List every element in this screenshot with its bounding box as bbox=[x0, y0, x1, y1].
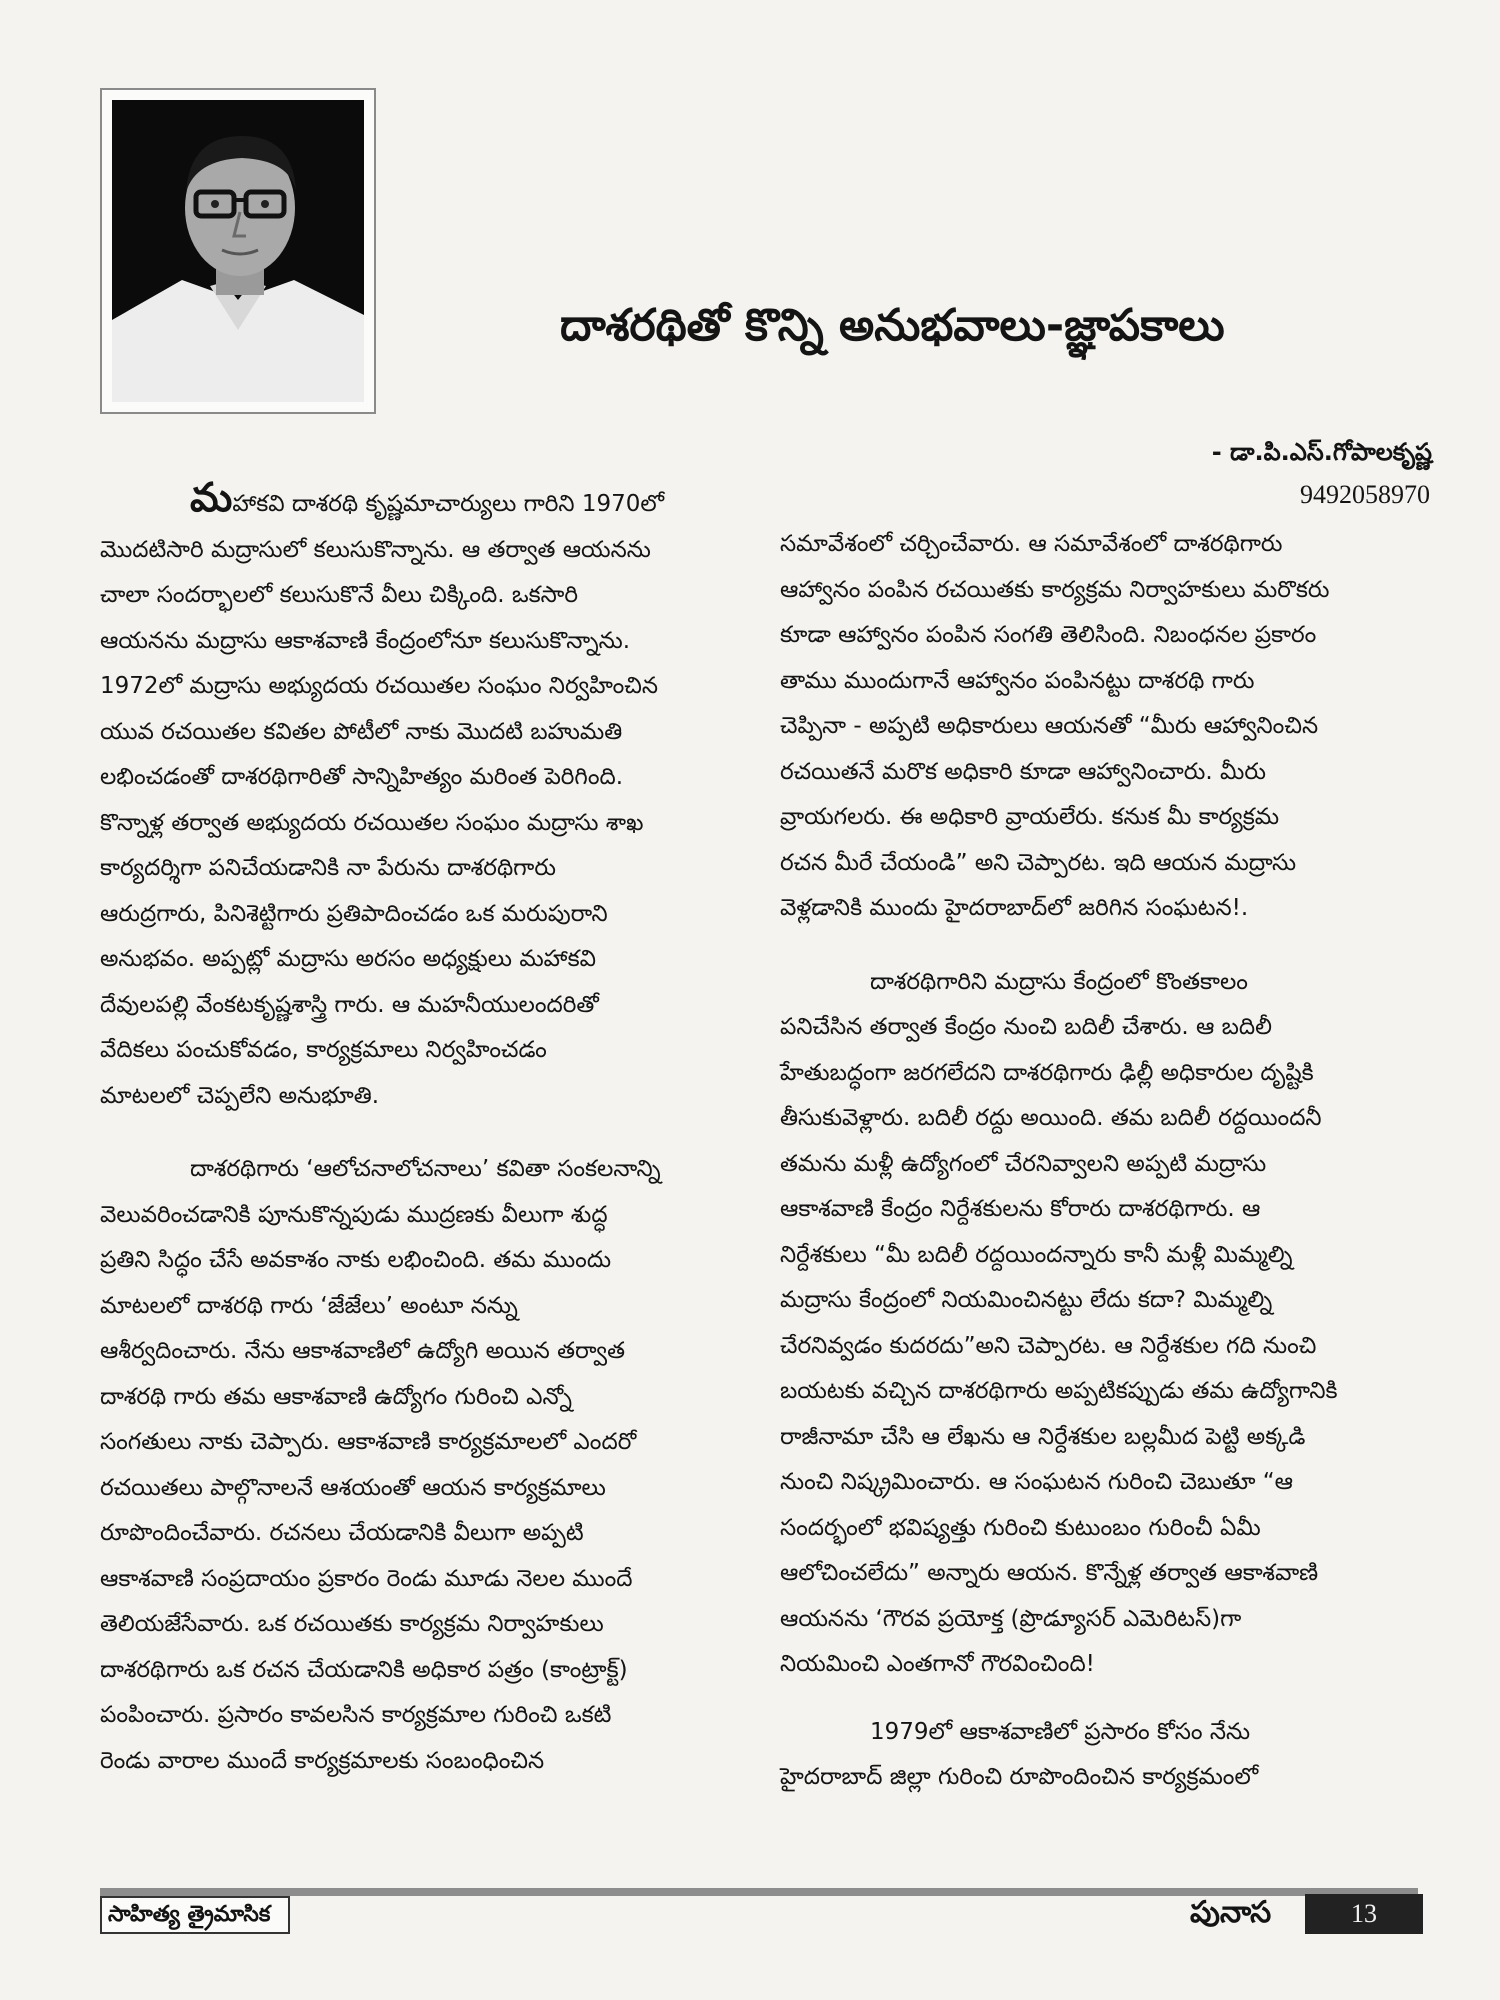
text-line: ఆయనను మద్రాసు ఆకాశవాణి కేంద్రంలోనూ కలుసుకొన్నాను. bbox=[100, 627, 631, 654]
page-number: 13 bbox=[1305, 1894, 1423, 1934]
text-line: రూపొందించేవారు. రచనలు చేయడానికి వీలుగా అప్పటి bbox=[100, 1520, 584, 1546]
author-photo bbox=[100, 88, 376, 414]
text-line: తీసుకువెళ్లారు. బదిలీ రద్దు అయింది. తమ బదిలీ రద్దయిందనీ bbox=[780, 1105, 1322, 1131]
left-column bbox=[100, 476, 745, 1784]
text-line: పంపించారు. ప్రసారం కావలసిన కార్యక్రమాల గురించి ఒకటి bbox=[100, 1702, 612, 1728]
text-line: దాశరథిగారిని మద్రాసు కేంద్రంలో కొంతకాలం bbox=[870, 968, 1248, 995]
text-line: 1979లో ఆకాశవాణిలో ప్రసారం కోసం నేను bbox=[870, 1718, 1251, 1745]
text-line: బయటకు వచ్చిన దాశరథిగారు అప్పటికప్పుడు తమ ఉద్యోగానికి bbox=[780, 1378, 1338, 1404]
text-line: ప్రతిని సిద్ధం చేసే అవకాశం నాకు లభించింది. తమ ముందు bbox=[100, 1247, 612, 1273]
footer-magazine-name: పునాస bbox=[1190, 1895, 1272, 1930]
text-line: దేవులపల్లి వేంకటకృష్ణశాస్త్రి గారు. ఆ మహనీయులందరితో bbox=[100, 991, 599, 1018]
text-line: చేరనివ్వడం కుదరదు”అని చెప్పారట. ఆ నిర్దేశకుల గది నుంచి bbox=[780, 1332, 1317, 1359]
text-line: కొన్నాళ్ల తర్వాత అభ్యుదయ రచయితల సంఘం మద్రాసు శాఖ bbox=[100, 809, 644, 836]
text-line: వెళ్లడానికి ముందు హైదరాబాద్‌లో జరిగిన సంఘటన!. bbox=[780, 895, 1249, 921]
article-title: దాశరథితో కొన్ని అనుభవాలు-జ్ఞాపకాలు bbox=[560, 300, 1225, 351]
text-line: దాశరథిగారు ‘ఆలోచనాలోచనాలు’ కవితా సంకలనాన్ని bbox=[190, 1156, 661, 1182]
drop-cap: మ bbox=[190, 475, 233, 521]
text-line: చాలా సందర్భాలలో కలుసుకొనే వీలు చిక్కింది. ఒకసారి bbox=[100, 582, 579, 608]
text-line: దాశరథి గారు తమ ఆకాశవాణి ఉద్యోగం గురించి ఎన్నో bbox=[100, 1383, 572, 1410]
text-line: వేదికలు పంచుకోవడం, కార్యక్రమాలు నిర్వహించడం bbox=[100, 1037, 547, 1063]
text-line: మాటలలో దాశరథి గారు ‘జేజేలు’ అంటూ నన్ను bbox=[100, 1292, 518, 1319]
text-line: చెప్పినా - అప్పటి అధికారులు ఆయనతో “మీరు ఆహ్వానించిన bbox=[780, 713, 1319, 739]
left-paragraph-1 bbox=[100, 476, 745, 528]
footer-section-label: సాహిత్య త్రైమాసిక bbox=[100, 1896, 290, 1934]
text-line: కార్యదర్శిగా పనిచేయడానికి నా పేరును దాశరథిగారు bbox=[100, 855, 556, 881]
text-line: ఆకాశవాణి కేంద్రం నిర్దేశకులను కోరారు దాశరథిగారు. ఆ bbox=[780, 1196, 1261, 1222]
text-line: ఆశీర్వదించారు. నేను ఆకాశవాణిలో ఉద్యోగి అయిన తర్వాత bbox=[100, 1338, 625, 1364]
text-line: రచయితనే మరొక అధికారి కూడా ఆహ్వానించారు. మీరు bbox=[780, 758, 1266, 785]
text-line: మాటలలో చెప్పలేని అనుభూతి. bbox=[100, 1082, 380, 1109]
text-line: రచయితలు పాల్గొనాలనే ఆశయంతో ఆయన కార్యక్రమాలు bbox=[100, 1474, 606, 1501]
text-line: తెలియజేసేవారు. ఒక రచయితకు కార్యక్రమ నిర్వాహకులు bbox=[100, 1611, 604, 1637]
text-line: నియమించి ఎంతగానో గౌరవించింది! bbox=[780, 1651, 1095, 1677]
text-line: నుంచి నిష్క్రమించారు. ఆ సంఘటన గురించి చెబుతూ “ఆ bbox=[780, 1469, 1294, 1495]
text-line: ఆరుద్రగారు, పినిశెట్టిగారు ప్రతిపాదించడం ఒక మరుపురాని bbox=[100, 900, 608, 927]
text-line: సంగతులు నాకు చెప్పారు. ఆకాశవాణి కార్యక్రమాలలో ఎందరో bbox=[100, 1429, 637, 1455]
text-line: వెలువరించడానికి పూనుకొన్నపుడు ముద్రణకు వీలుగా శుద్ధ bbox=[100, 1201, 608, 1228]
right-column bbox=[780, 522, 1428, 1801]
author-portrait-icon bbox=[112, 100, 364, 402]
text-line: అనుభవం. అప్పట్లో మద్రాసు అరసం అధ్యక్షులు మహాకవి bbox=[100, 946, 596, 972]
text-line: హేతుబద్ధంగా జరగలేదని దాశరథిగారు ఢిల్లీ అధికారుల దృష్టికి bbox=[780, 1059, 1314, 1086]
text-line: ఆయనను ‘గౌరవ ప్రయోక్త (ప్రొడ్యూసర్ ఎమెరిటస్)గా bbox=[780, 1605, 1242, 1632]
text-line: 1972లో మద్రాసు అభ్యుదయ రచయితల సంఘం నిర్వహించిన bbox=[100, 673, 659, 699]
text-line: దాశరథిగారు ఒక రచన చేయడానికి అధికార పత్రం (కాంట్రాక్ట్) bbox=[100, 1656, 628, 1683]
author-phone: 9492058970 bbox=[1300, 480, 1430, 509]
text-line: వ్రాయగలరు. ఈ అధికారి వ్రాయలేరు. కనుక మీ కార్యక్రమ bbox=[780, 804, 1280, 830]
text-line: తాము ముందుగానే ఆహ్వానం పంపినట్టు దాశరథి గారు bbox=[780, 667, 1255, 694]
text-line: లభించడంతో దాశరథిగారితో సాన్నిహిత్యం మరింత పెరిగింది. bbox=[100, 764, 624, 790]
text-line: హైదరాబాద్ జిల్లా గురించి రూపొందించిన కార్యక్రమంలో bbox=[780, 1764, 1259, 1790]
text-line: రచన మీరే చేయండి” అని చెప్పారట. ఇది ఆయన మద్రాసు bbox=[780, 849, 1297, 876]
text-line: రెండు వారాల ముందే కార్యక్రమాలకు సంబంధించిన bbox=[100, 1747, 545, 1774]
text-line: పనిచేసిన తర్వాత కేంద్రం నుంచి బదిలీ చేశారు. ఆ బదిలీ bbox=[780, 1014, 1272, 1040]
text-line: రాజీనామా చేసి ఆ లేఖను ఆ నిర్దేశకుల బల్లమీద పెట్టి అక్కడి bbox=[780, 1423, 1306, 1450]
text-line: నిర్దేశకులు “మీ బదిలీ రద్దయిందన్నారు కానీ మళ్లీ మిమ్మల్ని bbox=[780, 1241, 1293, 1268]
text-line: ఆహ్వానం పంపిన రచయితకు కార్యక్రమ నిర్వాహకులు మరొకరు bbox=[780, 576, 1330, 603]
text-line: యువ రచయితల కవితల పోటీలో నాకు మొదటి బహుమతి bbox=[100, 718, 623, 745]
text-line: ఆకాశవాణి సంప్రదాయం ప్రకారం రెండు మూడు నెలల ముందే bbox=[100, 1565, 633, 1592]
text-line: హాకవి దాశరథి కృష్ణమాచార్యులు గారిని 1970లో bbox=[232, 491, 665, 517]
text-line: మొదటిసారి మద్రాసులో కలుసుకొన్నాను. ఆ తర్వాత ఆయనను bbox=[100, 536, 651, 563]
text-line: కూడా ఆహ్వానం పంపిన సంగతి తెలిసింది. నిబంధనల ప్రకారం bbox=[780, 622, 1317, 648]
text-line: సమావేశంలో చర్చించేవారు. ఆ సమావేశంలో దాశరథిగారు bbox=[780, 531, 1283, 557]
author-name: - డా.పి.ఎస్.గోపాలకృష్ణ bbox=[1211, 438, 1432, 466]
text-line: మద్రాసు కేంద్రంలో నియమించినట్టు లేదు కదా? మిమ్మల్ని bbox=[780, 1287, 1273, 1313]
text-line: ఆలోచించలేదు” అన్నారు ఆయన. కొన్నేళ్ల తర్వాత ఆకాశవాణి bbox=[780, 1560, 1319, 1586]
text-line: తమను మళ్లీ ఉద్యోగంలో చేరనివ్వాలని అప్పటి మద్రాసు bbox=[780, 1150, 1267, 1177]
text-line: సందర్భంలో భవిష్యత్తు గురించి కుటుంబం గురించీ ఏమీ bbox=[780, 1514, 1261, 1541]
